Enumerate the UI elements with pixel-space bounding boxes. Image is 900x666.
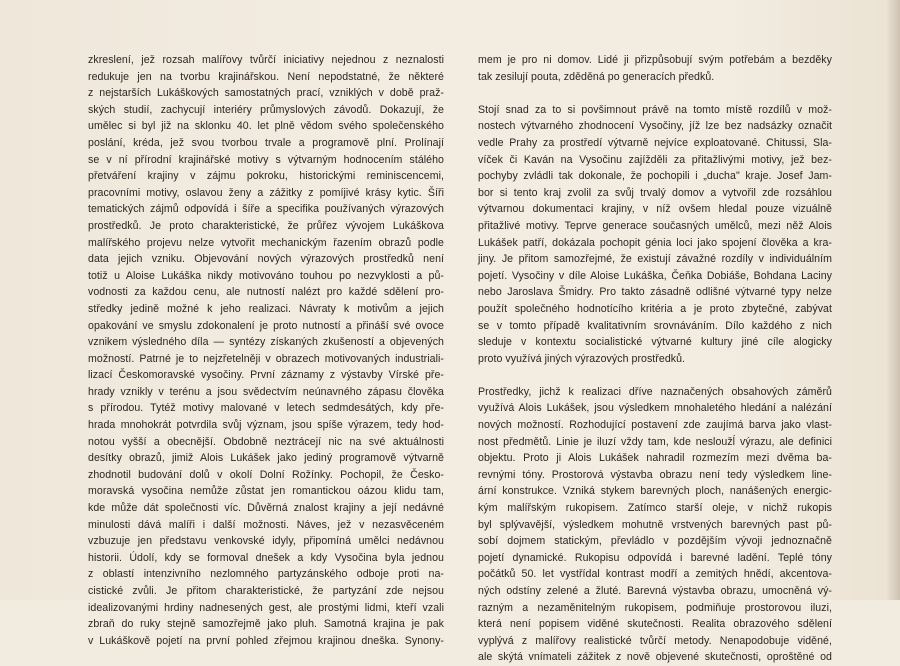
text-line: vznikem výsledného díla — syntézy získaných zkušeností a objevených <box>88 336 444 349</box>
text-line: pojetí. Vysočiny v díle Aloise Lukáška, Čeňka Dobiáše, Bohdana Laciny <box>478 269 832 282</box>
text-line: nebo Jaroslava Šmidry. Pro takto zásadně odlišné výtvarné typy nelze <box>478 286 832 299</box>
text-line: ských studií, zachycují interiéry průmyslových závodů. Dokazují, že <box>88 103 444 116</box>
text-line: tematických zájmů odpovídá i šíře a specifika používaných výrazových <box>88 203 444 216</box>
right-text-column <box>478 52 832 666</box>
text-line: poslání, kréda, jež svou tvorbou trvale a programově plní. Prolínají <box>88 136 444 149</box>
text-line: středky jedině možné k jeho realizaci. Návraty k motivům a jejich <box>88 302 444 315</box>
text-line: historii. Údolí, kdy se formoval dnešek a kdy Vysočina byla jednou <box>88 551 444 564</box>
text-line: počátků 50. let vystřídal kontrast modří a zemitých hnědí, akcentova- <box>478 568 832 581</box>
text-line: přitažlivé motivy. Teprve generace současných umělců, mezi něž Alois <box>478 219 832 232</box>
text-line: nových možností. Rozhodující postavení zde zaujímá barva jako vlast- <box>478 419 832 432</box>
text-line: Stojí snad za to si povšimnout právě na tomto místě rozdílů v mož- <box>478 103 832 116</box>
text-line: idealizovanými hrdiny nadnesených gest, ale prostými lidmi, kteří vzali <box>88 601 444 614</box>
text-line: data jejich vzniku. Objevování nových výrazových prostředků není <box>88 253 444 266</box>
left-paragraph <box>88 52 444 649</box>
text-line: Prostředky, jichž k realizaci dříve naznačených obsahových záměrů <box>478 385 832 398</box>
text-line: mem je pro ni domov. Lidé ji přizpůsobují svým potřebám a bezděky <box>478 54 832 66</box>
text-line: lizací Českomoravské vysočiny. První záznamy z výstavby Vírské pře- <box>88 369 444 382</box>
text-line: pochyby zvládli tak dokonale, že pochopili i „ducha" kraje. Josef Jam- <box>478 170 832 183</box>
text-line: zhodnotil budování dolů v okolí Dolní Rožínky. Pochopil, že Česko- <box>88 468 444 481</box>
text-line: přetváření krajiny v zájmu pokroku, historickými reminiscencemi, <box>88 170 444 183</box>
text-line: s přírodou. Tytéž motivy malované v letech sedmdesátých, kdy pře- <box>88 402 444 415</box>
text-line: pojetí dynamické. Rukopisu odpovídá i barevné ladění. Teplé tóny <box>478 551 832 564</box>
text-line: minulosti dává malíři i další možnosti. Náves, jež v nezasvěceném <box>88 518 444 531</box>
text-line: byl splývavější, výsledkem mohutně vrstvených barevných past pů- <box>478 518 832 531</box>
left-text-column <box>88 52 444 649</box>
text-line: kde může dát společnosti víc. Důvěrná znalost krajiny a její nedávné <box>88 502 444 515</box>
text-line: cistické zvůli. Je přitom charakteristické, že partyzání zde nejsou <box>88 585 444 597</box>
text-line: možností. Patrné je to nejzřetelněji v obrazech motivovaných industriali- <box>88 352 444 365</box>
text-line: v Lukáškově pojetí na první pohled zřejmou krajinou dneška. Synony- <box>88 634 444 647</box>
text-line: sobí dojmem statickým, převládlo v pozdějším vývoji jednoznačně <box>478 535 832 548</box>
text-line: moravská vysočina nemůže zůstat jen romantickou oázou klidu tam, <box>88 485 444 498</box>
text-line: vodnosti za každou cenu, ale nutností nalézt pro každé sdělení pro- <box>88 286 444 299</box>
right-paragraph-1 <box>478 52 832 85</box>
text-line: použít společného hodnotícího kritéria a je proto zbytečné, zabývat <box>478 302 832 315</box>
text-line: umělec si byl již na sklonku 40. let plně vědom svého společenského <box>88 120 444 133</box>
right-paragraph-3 <box>478 384 832 666</box>
text-line: zbraň do ruky stejně samozřejmě jako pluh. Samotná krajina je pak <box>88 618 444 631</box>
text-line: objektu. Proto ji Alois Lukášek nahradil rozmezím mezi dvěma ba- <box>478 452 832 465</box>
text-line: z nejstarších Lukáškových samostatných prací, vzniklých v době praž- <box>88 87 444 100</box>
text-line: výtvarnou dokumentaci krajiny, v níž ovšem hledal pouze vizuálně <box>478 203 832 216</box>
text-line: proto využívá jiných výrazových prostředků. <box>478 352 686 365</box>
text-line: sleduje v kontextu socialistické výtvarné kultury jiné cíle alogicky <box>478 336 832 349</box>
text-line: desítky obrazů, jimiž Alois Lukášek jako jediný programově výtvarně <box>88 452 444 465</box>
text-line: se v tomto případě kvalitativním srovnáváním. Dílo každého z nich <box>478 319 832 332</box>
text-line: ale skýtá vnímateli zážitek z nově objevené skutečnosti, oproštěné od <box>478 651 832 664</box>
right-paragraph-2 <box>478 102 832 368</box>
text-line: vyplývá z malířovy realistické tvůrčí metody. Nenapodobuje viděné, <box>478 634 832 647</box>
text-line: notou vyšší a obecnější. Obdobně neztrácejí nic na své aktuálnosti <box>88 435 444 448</box>
text-line: pracovními motivy, oslavou ženy a zážitky z pomíjivé krásy kytic. Šíři <box>88 186 444 199</box>
text-line: využívá Alois Lukášek, jsou výsledkem mnohaletého hledání a nalézání <box>478 402 832 415</box>
text-line: prostředků. Je proto charakteristické, že průřez vývojem Lukáškova <box>88 219 444 232</box>
text-line: Lukášek patří, dokázala pochopit génia loci jako spojení člověka a kra- <box>478 236 832 249</box>
text-line: tak zesilují pouta, zděděná po generacích předků. <box>478 70 715 83</box>
text-line: jiny. Je přitom samozřejmé, že existují závažné rozdíly v individuálním <box>478 253 832 266</box>
text-line: která není popisem viděné skutečnosti. Realita obrazového sdělení <box>478 618 832 631</box>
text-line: opakování ve smyslu zdokonalení je proto nutností a přináší své ovoce <box>88 319 444 332</box>
text-line: se v ní přírodní krajinářské motivy s výtvarným hodnocením stálého <box>88 153 444 166</box>
text-line: z oblastí intenzivního nezlomného partyzánského odboje proti na- <box>88 568 444 581</box>
text-line: malířského projevu nelze vytvořit mechanickým řazením obrazů podle <box>88 236 444 249</box>
page-edge-shadow <box>886 0 900 600</box>
text-line: totiž u Aloise Lukáška nikdy motivováno touhou po nezvyklosti a pů- <box>88 269 444 282</box>
text-line: vedle Prahy za prostředí výtvarně nejvíce exploatované. Chitussi, Sla- <box>478 136 832 149</box>
text-line: hrada mnohokrát potvrdila svůj význam, jsou spíše výrazem, tedy hod- <box>88 419 444 432</box>
paragraph-gap <box>478 367 832 384</box>
text-line: ných odstíny zelené a žluté. Barevná výstavba obrazu, umocněná vý- <box>478 585 832 597</box>
text-line: vzbuzuje jen představu venkovské idyly, připomíná umělci nedávnou <box>88 535 444 548</box>
text-line: ární konstrukce. Vzniká stykem barevných ploch, nanášených energic- <box>478 485 832 498</box>
text-line: bor si tento kraj zvolil za svůj trvalý domov a vytvořil zde rozsáhlou <box>478 186 832 199</box>
text-line: redukuje jen na tvorbu krajinářskou. Není nepodstatné, že některé <box>88 70 444 83</box>
text-line: zkreslení, jež rozsah malířovy tvůrčí iniciativy nejednou z neznalosti <box>88 54 444 66</box>
text-line: hrady vznikly v terénu a jsou svědectvím neúnavného zápasu člověka <box>88 385 444 398</box>
text-line: revnými tóny. Prostorová výstavba obrazu není tedy výsledkem line- <box>478 468 832 481</box>
text-line: kým malířským rukopisem. Zatímco starší oleje, v nichž rukopis <box>478 502 832 515</box>
text-line: razným a nezaměnitelným rukopisem, podmiňuje prostorovou iluzi, <box>478 601 832 614</box>
text-line: nostech výtvarného zhodnocení Vysočiny, jíž lze bez nadsázky označit <box>478 120 832 133</box>
text-line: nost předmětů. Linie je iluzí vždy tam, kde nesloužĺ výrazu, ale definici <box>478 435 832 448</box>
text-line: víček či Kaván na Vysočinu zajížděli za přitažlivými motivy, jež bez- <box>478 153 832 166</box>
paragraph-gap <box>478 85 832 102</box>
